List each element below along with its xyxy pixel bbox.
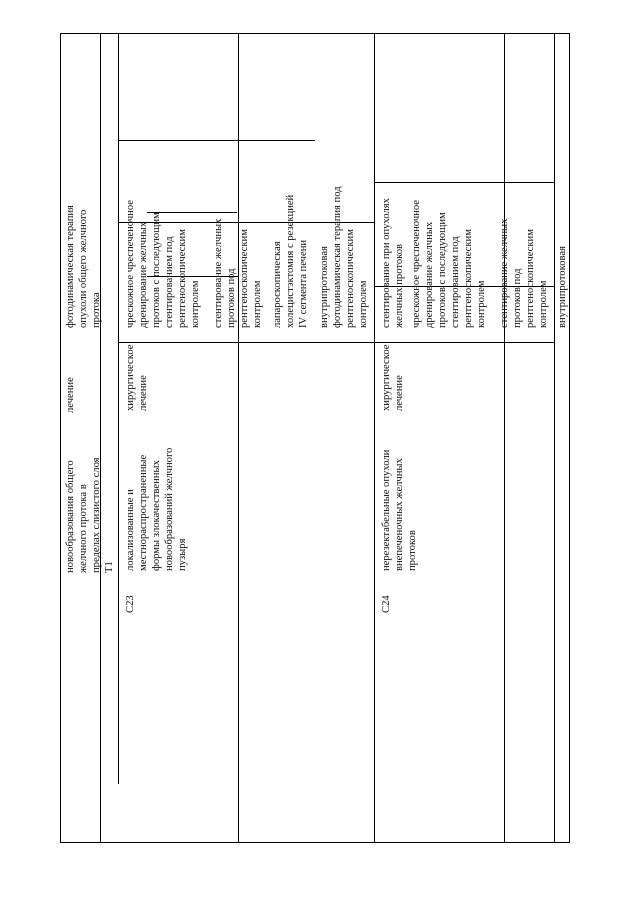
c23-code: C23 [125, 595, 136, 613]
header-treatment: фотодинамическая терапия опухоли общего желчного протока [65, 205, 102, 328]
c24-method-type: хирургическое лечение [381, 344, 405, 411]
row-rule-6 [554, 33, 555, 843]
c23-diagnosis: локализованные и местнораспространенные формы злокачественных новообразований желчного пузыря [125, 447, 188, 571]
c23-treatment-1: чрескожное чреспеченочное дренирование желчных протоков с последующим стентированием под рентгеноскопическим контролем [125, 200, 201, 328]
row-rule-4 [374, 33, 375, 843]
c24-treatment-1: стентирование при опухолях желчных протоков [381, 198, 405, 328]
row-rule-3 [118, 33, 119, 784]
c24-treatment-2: чрескожное чреспеченочное дренирование желчных протоков с последующим стентированием под рентгеноскопическим контролем [411, 200, 487, 328]
treat-sep-3 [119, 140, 315, 141]
c24-code: C24 [381, 595, 392, 613]
c23-treatment-4: внутрипротоковая фотодинамическая терапия под рентгеноскопическим контролем [319, 186, 369, 328]
c23-treatment-3: лапароскопическая холецистэктомия с резекцией IV сегмента печени [272, 194, 309, 328]
c24-treatment-3: стентирование желчных протоков под рентгеноскопическим контролем [499, 218, 549, 328]
frame-top [60, 33, 61, 843]
c23-treatment-2: стентирование желчных протоков под рентгеноскопическим контролем [213, 218, 263, 328]
c24-diagnosis: нерезектабельные опухоли внепеченочных желчных протоков [381, 449, 418, 571]
frame-right [60, 33, 570, 34]
header-cont-text: новообразования общего желчного протока в пределах слизистого слоя T1 [65, 457, 115, 573]
frame-left [60, 842, 570, 843]
c24-treatment-4: внутрипротоковая [557, 246, 568, 328]
c23-method-type: хирургическое лечение [125, 344, 149, 411]
header-method-type: лечение [65, 377, 76, 413]
rotated-table [60, 33, 570, 843]
